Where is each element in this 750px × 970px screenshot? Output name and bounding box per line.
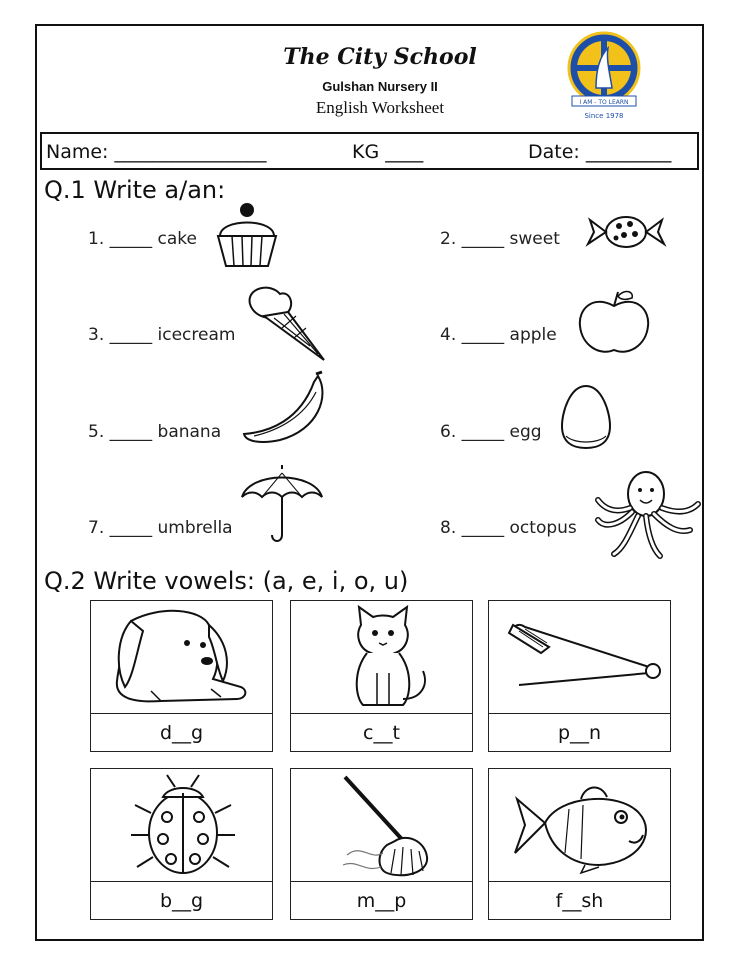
vowel-word-6[interactable]: f__sh	[555, 890, 604, 912]
school-logo-icon	[566, 30, 642, 126]
school-name: The City School	[283, 44, 477, 70]
dog-icon	[91, 601, 274, 713]
umbrella-icon	[240, 465, 324, 545]
vowel-box-5	[290, 768, 473, 920]
q1-title: Q.1 Write a/an:	[44, 176, 226, 204]
class-field[interactable]: KG ____	[352, 141, 424, 163]
q1-item-7[interactable]: 7. _____ umbrella	[88, 518, 233, 538]
banana-icon	[240, 372, 330, 448]
q1-item-5[interactable]: 5. _____ banana	[88, 422, 222, 442]
student-info-bar	[40, 132, 699, 170]
cat-icon	[291, 601, 474, 713]
q1-item-2[interactable]: 2. _____ sweet	[440, 229, 560, 249]
fish-icon	[489, 769, 672, 881]
cupcake-icon	[212, 200, 282, 270]
name-field[interactable]: Name: ________________	[46, 141, 267, 163]
q1-item-6[interactable]: 6. _____ egg	[440, 422, 542, 442]
q1-item-3[interactable]: 3. _____ icecream	[88, 325, 236, 345]
mop-icon	[291, 769, 474, 881]
vowel-word-5[interactable]: m__p	[356, 890, 407, 912]
logo-motto: I AM - TO LEARN	[579, 99, 629, 106]
vowel-box-6	[488, 768, 671, 920]
safety-pin-icon	[489, 601, 672, 713]
egg-icon	[558, 382, 614, 452]
vowel-word-2[interactable]: c__t	[363, 722, 400, 744]
ladybug-icon	[91, 769, 274, 881]
date-field[interactable]: Date: _________	[528, 141, 672, 163]
vowel-box-3	[488, 600, 671, 752]
vowel-box-2	[290, 600, 473, 752]
q1-item-1[interactable]: 1. _____ cake	[88, 229, 197, 249]
apple-icon	[574, 288, 654, 358]
vowel-word-1[interactable]: d__g	[159, 722, 204, 744]
candy-icon	[586, 210, 666, 254]
octopus-icon	[594, 468, 702, 560]
vowel-box-4	[90, 768, 273, 920]
q2-title: Q.2 Write vowels: (a, e, i, o, u)	[44, 567, 409, 595]
branch-name: Gulshan Nursery II	[322, 79, 438, 94]
vowel-box-1	[90, 600, 273, 752]
q1-item-4[interactable]: 4. _____ apple	[440, 325, 557, 345]
vowel-word-3[interactable]: p__n	[557, 722, 602, 744]
worksheet-title: English Worksheet	[315, 98, 445, 117]
logo-since: Since 1978	[584, 112, 624, 120]
ice-cream-icon	[244, 282, 330, 364]
vowel-word-4[interactable]: b__g	[159, 890, 204, 912]
q1-item-8[interactable]: 8. _____ octopus	[440, 518, 577, 538]
